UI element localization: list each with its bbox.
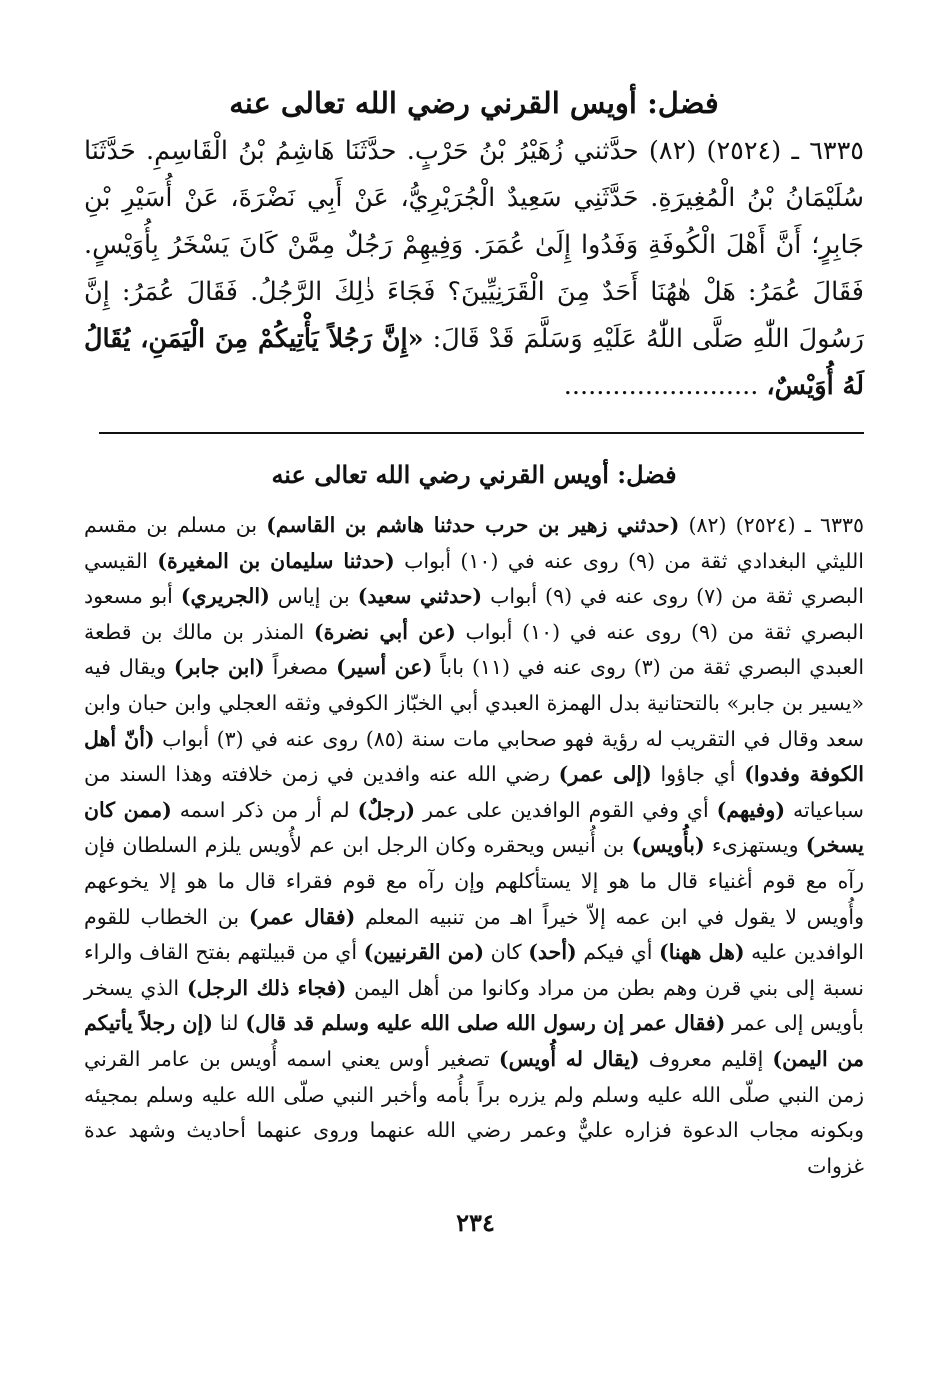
commentary-quoted-phrase: (بأُويس) — [631, 833, 705, 858]
commentary-quoted-phrase: (حدثنا سليمان بن المغيرة) — [157, 548, 395, 573]
commentary-quoted-phrase: (الجريري) — [180, 584, 270, 609]
commentary-quoted-phrase: (حدثني زهير بن حرب حدثنا هاشم بن القاسم) — [266, 513, 680, 537]
commentary-quoted-phrase: (ابن جابر) — [173, 655, 265, 680]
commentary-segment: أي من قبيلتهم بفتح القاف والراء نسبة إلى بني قرن وهم بطن من مراد وكانوا من أهل اليمن — [84, 940, 864, 1000]
hadith-chapter-title: فضل: أويس القرني رضي الله تعالى عنه — [229, 86, 719, 120]
commentary-segment: كان — [484, 940, 529, 965]
section-divider — [99, 432, 864, 434]
commentary-segment: الذي يسخر بأويس إلى عمر — [84, 975, 864, 1036]
commentary-quoted-phrase: (هل ههنا) — [659, 940, 745, 965]
commentary-segment: إقليم معروف — [639, 1046, 773, 1071]
commentary-segment: بن الخطاب للقوم الوافدين عليه — [84, 904, 864, 965]
commentary-quoted-phrase: (عن أبي نضرة) — [313, 619, 456, 644]
commentary-quoted-phrase: (ممن كان يسخر) — [84, 797, 864, 858]
commentary-segment: القيسي البصري ثقة من (٧) روى عنه في (٩) أبواب — [84, 548, 864, 609]
page-number: ٢٣٤ — [456, 1208, 495, 1237]
commentary-segment: المنذر بن مالك بن قطعة العبدي البصري ثقة من (٣) روى عنه في (١١) باباً — [84, 619, 865, 680]
commentary-quoted-phrase: (رجلٌ) — [357, 797, 416, 822]
commentary-segment: بن إياس — [269, 584, 358, 609]
commentary-quoted-phrase: (أنّ أهل الكوفة وفدوا) — [84, 726, 864, 787]
commentary-segment: أي جاؤوا — [651, 762, 745, 787]
commentary-segment: أي وفي القوم الوافدين على عمر — [415, 797, 717, 822]
commentary-quoted-phrase: (وفيهم) — [716, 797, 786, 822]
commentary-quoted-phrase: (حدثني سعيد) — [357, 584, 483, 609]
hadith-ellipsis: ........................ — [563, 371, 767, 401]
commentary-quoted-phrase: (إلى عمر) — [558, 762, 652, 787]
book-page — [84, 80, 864, 1320]
commentary-quoted-phrase: (فجاء ذلك الرجل) — [186, 975, 347, 1000]
hadith-prophetic-quote: «إِنَّ رَجُلاً يَأْتِيكُمْ مِنَ الْيَمَنِ، يُقَالُ لَهُ أُوَيْسٌ، — [84, 324, 864, 401]
commentary-segment: ويستهزىء — [704, 833, 806, 858]
commentary-segment: بن أُنيس ويحقره وكان الرجل ابن عم لأُويس يلزم السلطان فإن رآه مع قوم أغنياء قال ما هو إلا يستأكلهم وإن رآه مع قوم فقراء قال ما هو إلا يخوعهم وأُويس لا يقول في ابن عمه إلاّ خيراً اهـ من تنبيه المعلم — [84, 833, 864, 929]
commentary-segment: بن مسلم بن مقسم الليثي البغدادي ثقة من (٩) روى عنه في (١٠) أبواب — [84, 513, 864, 573]
commentary-segment: تصغير أوس يعني اسمه أُويس بن عامر القرني زمن النبي صلّى الله عليه وسلم ولم يزره براً بأُمه وأخبر النبي صلّى الله عليه وسلم بمجيئه وبكونه مجاب الدعوة فزاره عليٌّ وعمر رضي الله عنهما وروى عنهما أحاديث وشهد عدة غزوات — [84, 1046, 864, 1178]
commentary-quoted-phrase: (عن أسير) — [336, 655, 433, 680]
commentary-chapter-title: فضل: أويس القرني رضي الله تعالى عنه — [271, 460, 677, 489]
commentary-segment: لنا — [213, 1011, 246, 1036]
commentary-quoted-phrase: (فقال عمر إن رسول الله صلى الله عليه وسلم قد قال) — [245, 1011, 726, 1036]
hadith-text — [84, 128, 864, 410]
commentary-segment: ٦٣٣٥ ـ (٢٥٢٤) (٨٢) — [679, 513, 865, 537]
commentary-segment: رضي الله عنه وافدين في زمن خلافته وهذا السند من سباعياته — [84, 762, 864, 822]
commentary-segment: أي فيكم — [576, 940, 660, 965]
hadith-isnad-text: ٦٣٣٥ ـ (٢٥٢٤) (٨٢) حدَّثني زُهَيْرُ بْنُ حَرْبٍ. حدَّثَنَا هَاشِمُ بْنُ الْقَاسِمِ. حَدَّثَنَا سُلَيْمَانُ بْنُ الْمُغِيرَةِ. حَدَّثَنِي سَعِيدٌ الْجُرَيْرِيُّ، عَنْ أَبِي نَضْرَةَ، عَنْ أُسَيْرِ بْنِ جَابِرٍ؛ أَنَّ أَهْلَ الْكُوفَةِ وَفَدُوا إِلَىٰ عُمَرَ. وَفِيهِمْ رَجُلٌ مِمَّنْ كَانَ يَسْخَرُ بِأُوَيْسٍ. فَقَالَ عُمَرُ: هَلْ هٰهُنَا أَحَدٌ مِنَ الْقَرَنِيِّينَ؟ فَجَاءَ ذٰلِكَ الرَّجُلُ. فَقَالَ عُمَرُ: إِنَّ رَسُولَ اللّٰهِ صَلَّى اللّٰهُ عَلَيْهِ وَسَلَّمَ قَدْ قَالَ: — [84, 136, 864, 354]
commentary-segment: ويقال فيه «يسير بن جابر» بالتحتانية بدل الهمزة العبدي أبي الخبّاز الكوفي وثقه العجلي وابن حبان وابن سعد وقال في التقريب له رؤية فهو صحابي مات سنة (٨٥) روى عنه في (٣) أبواب — [84, 655, 864, 751]
commentary-quoted-phrase: (من القرنيين) — [363, 940, 485, 965]
commentary-text — [84, 508, 864, 1184]
commentary-segment: لم أر من ذكر اسمه — [171, 797, 358, 822]
commentary-quoted-phrase: (أحد) — [528, 940, 577, 965]
commentary-segment: مصغراً — [264, 655, 337, 680]
commentary-segment: أبو مسعود البصري ثقة من (٩) روى عنه في (١٠) أبواب — [84, 584, 864, 644]
commentary-quoted-phrase: (يقال له أُويس) — [498, 1046, 640, 1071]
commentary-quoted-phrase: (إن رجلاً يأتيكم من اليمن) — [84, 1011, 865, 1071]
commentary-quoted-phrase: (فقال عمر) — [248, 904, 356, 929]
